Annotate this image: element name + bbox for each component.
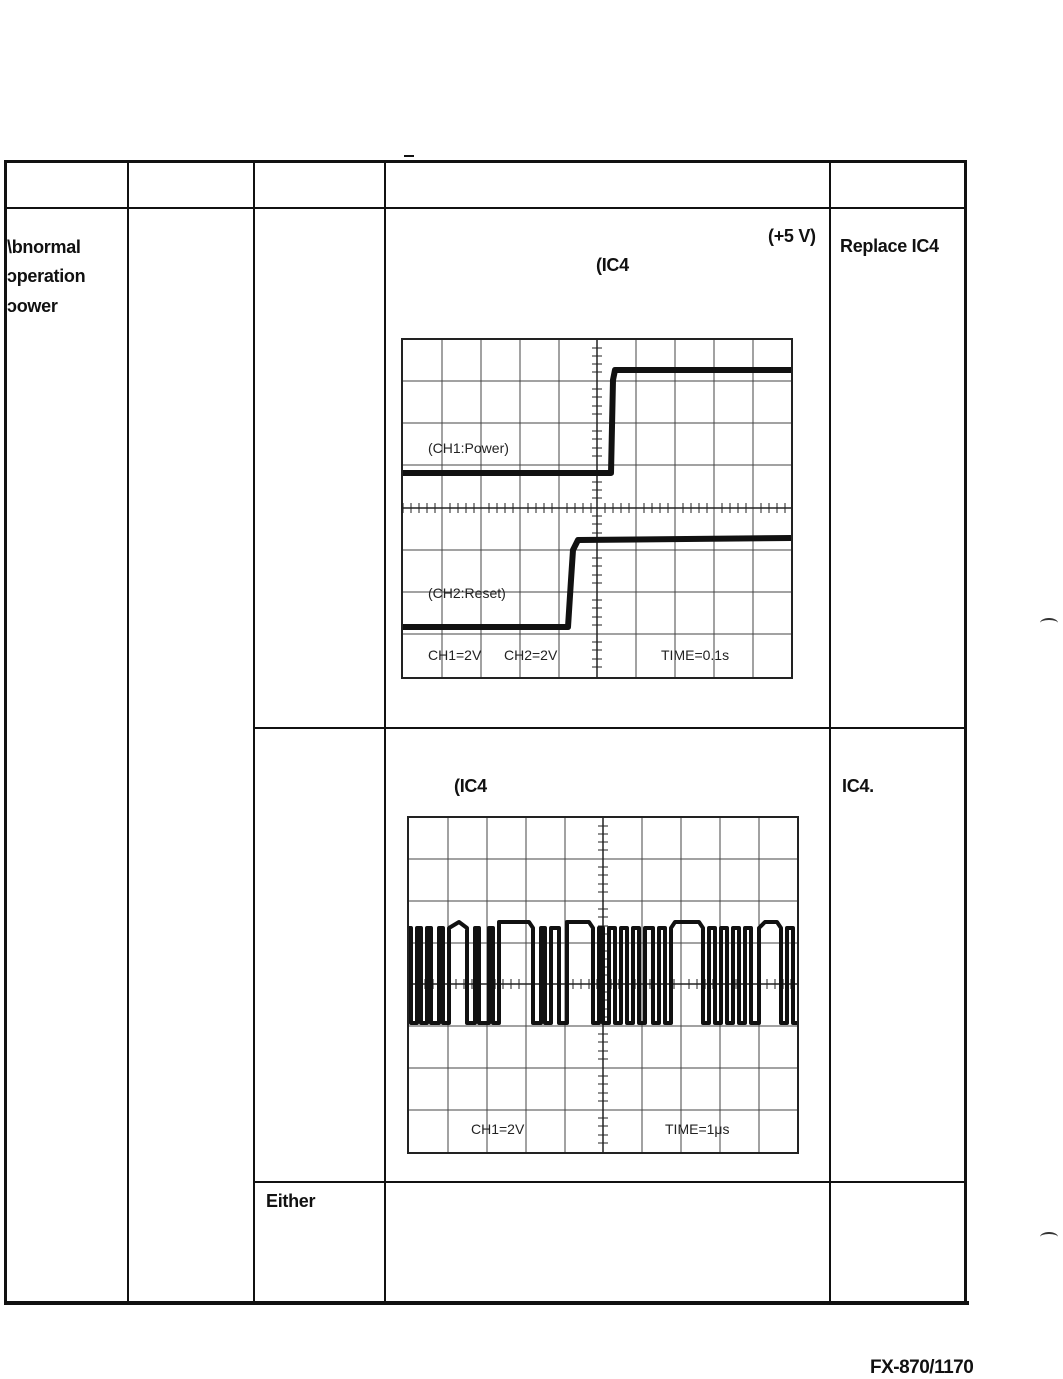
margin-mark-2 — [1040, 1232, 1058, 1242]
row3-condition: Either — [266, 1191, 316, 1211]
scope2-time-setting: TIME=1μs — [665, 1121, 730, 1137]
row2-check-text: (IC4 — [454, 776, 487, 796]
symptom-line-1: \bnormal — [7, 237, 81, 257]
oscilloscope-power-reset — [401, 338, 793, 679]
check-text-ic4: (IC4 — [596, 255, 629, 275]
top-mark — [404, 155, 414, 157]
col-divider-2 — [253, 160, 255, 1305]
row-divider-1 — [253, 727, 967, 729]
time-setting: TIME=0.1s — [661, 647, 730, 663]
scope1-graph — [403, 340, 791, 677]
ch1-setting: CH1=2V — [428, 647, 482, 663]
table-top-border — [4, 160, 967, 163]
margin-mark-1 — [1040, 618, 1058, 628]
scope2-ch1-setting: CH1=2V — [471, 1121, 525, 1137]
table-right-border — [964, 160, 967, 1305]
col-divider-1 — [127, 160, 129, 1305]
oscilloscope-clock — [407, 816, 799, 1154]
col-divider-3 — [384, 160, 386, 1305]
ch2-setting: CH2=2V — [504, 647, 558, 663]
ch1-label: (CH1:Power) — [428, 440, 509, 456]
scope2-graph — [409, 818, 797, 1152]
remedy-replace-ic4: Replace IC4 — [840, 236, 939, 256]
row2-remedy: IC4. — [842, 776, 874, 796]
header-divider — [4, 207, 967, 209]
ch2-label: (CH2:Reset) — [428, 585, 506, 601]
table-bottom-border — [4, 1301, 969, 1305]
check-text-voltage: (+5 V) — [768, 226, 816, 246]
footer-model: FX-870/1170 — [870, 1357, 974, 1378]
symptom-line-2: ɔperation — [7, 266, 86, 286]
table-left-border — [4, 160, 7, 1305]
symptom-line-3: ɔower — [7, 296, 58, 316]
row-divider-2 — [253, 1181, 967, 1183]
col-divider-4 — [829, 160, 831, 1305]
